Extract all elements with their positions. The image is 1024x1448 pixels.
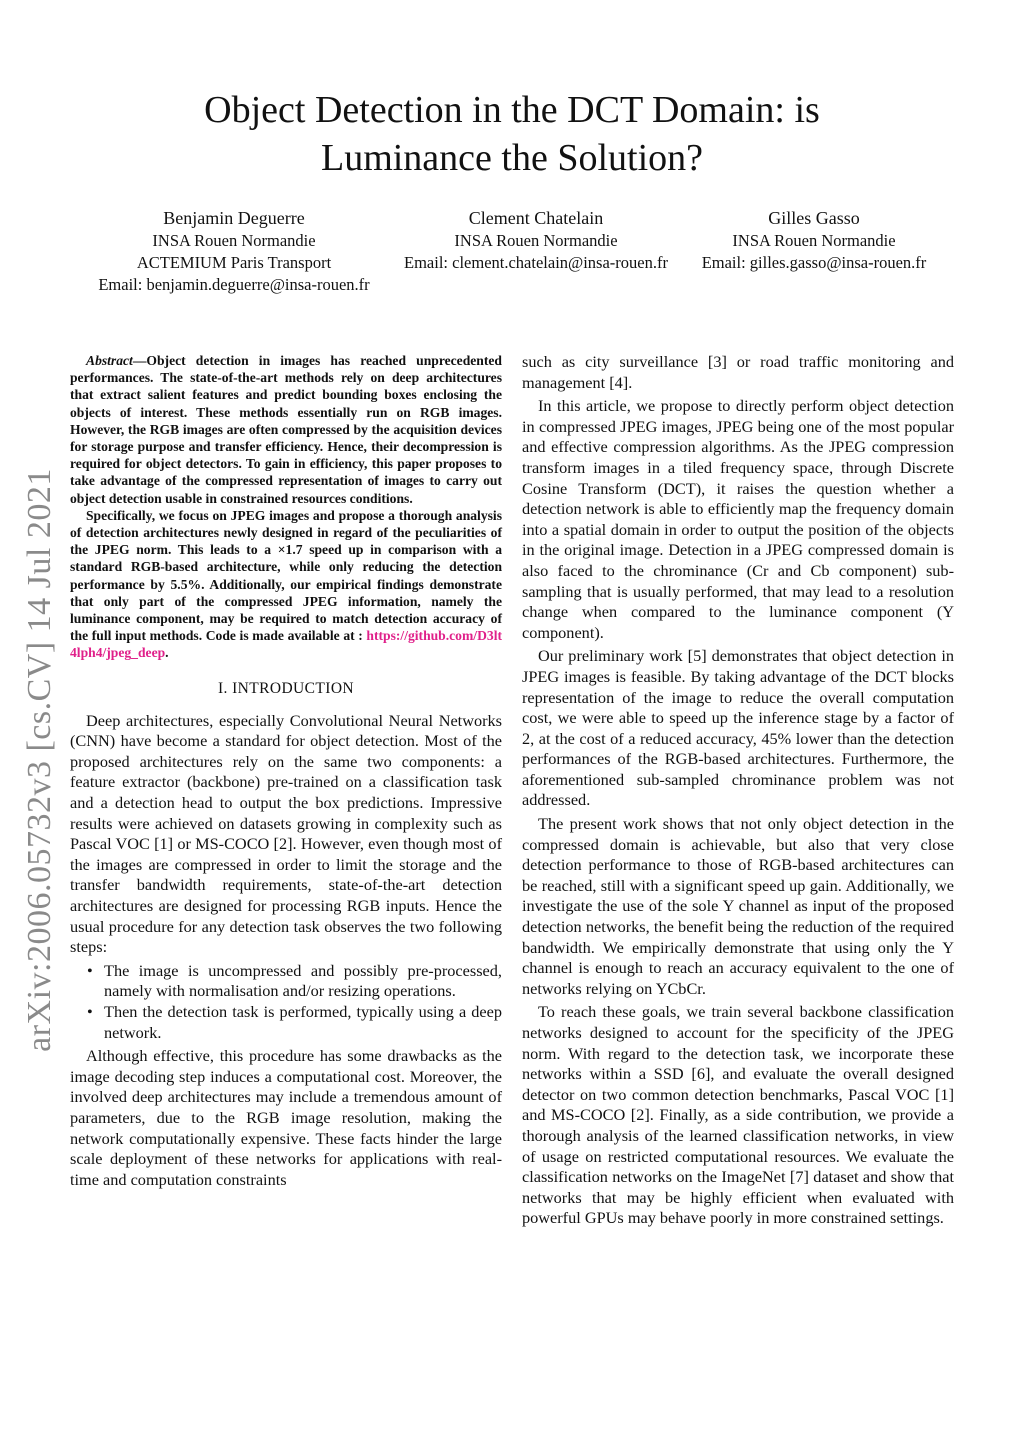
author-name: Gilles Gasso — [768, 208, 860, 228]
author-2 — [376, 206, 696, 274]
author-name: Clement Chatelain — [468, 208, 604, 228]
author-affiliation: INSA Rouen Normandie — [732, 231, 896, 250]
left-column — [70, 352, 502, 1190]
abstract-paragraph-2: Specifically, we focus on JPEG images and propose a thorough analysis of detection architectures newly designed in regard of the peculiarities of the JPEG norm. This leads to a ×1.7 speed up in comparison with a standard RGB-based architecture, while only reducing the detection performance by 5.5%. Additionally, our empirical findings demonstrate that only part of the compressed JPEG information, namely the luminance component, may be required to match detection accuracy of the full input methods. Code is made available at : https://github.com/D3lt4lph4/jpeg_deep. — [70, 507, 502, 661]
intro-paragraph-4: In this article, we propose to directly perform object detection in compressed JPEG images, JPEG being one of the most popular and effective compression algorithms. As the JPEG compression transform images in a tiled frequency space, through Discrete Cosine Transform (DCT), it raises the question whether a detection network is able to efficiently map the frequency domain into a spatial domain in order to output the position of the objects in the original image. Detection in a JPEG compressed domain is also faced to the chrominance (Cr and Cb component) sub-sampling that is usually performed, that may lead to a resolution change when compared to the luminance component (Y component). — [522, 396, 954, 642]
abstract — [70, 352, 502, 662]
abstract-label: Abstract — [86, 353, 133, 368]
author-email: Email: benjamin.deguerre@insa-rouen.fr — [98, 275, 370, 294]
author-affiliation: ACTEMIUM Paris Transport — [136, 253, 332, 272]
arxiv-identifier: arXiv:2006.05732v3 [cs.CV] 14 Jul 2021 — [21, 468, 58, 1052]
author-affiliation: INSA Rouen Normandie — [454, 231, 618, 250]
intro-paragraph-1: Deep architectures, especially Convolutional Neural Networks (CNN) have become a standard for object detection. Most of the proposed architectures rely on the same two components: a feature extractor (backbone) pre-trained on a classification task and a detection head to output the box predictions. Impressive results were achieved on datasets growing in complexity such as Pascal VOC [1] or MS-COCO [2]. However, even though most of the images are compressed in order to limit the storage and the transfer bandwidth requirements, state-of-the-art detection architectures are designed for processing RGB inputs. Hence the usual procedure for any detection task observes the two following steps: — [70, 710, 502, 957]
author-email: Email: gilles.gasso@insa-rouen.fr — [701, 253, 927, 272]
right-column — [522, 352, 954, 1229]
list-item: • The image is uncompressed and possibly pre-processed, namely with normalisation and/or resizing operations. — [70, 961, 502, 1002]
intro-paragraph-3: such as city surveillance [3] or road traffic monitoring and management [4]. — [522, 352, 954, 392]
abstract-paragraph-1: Abstract—Object detection in images has reached unprecedented performances. The state-of-the-art methods rely on deep architectures that extract salient features and predict bounding boxes enclosing the objects of interest. These methods essentially run on RGB images. However, the RGB images are often compressed by the acquisition devices for storage purpose and transfer efficiency. Hence, their decompression is required for object detectors. To gain in efficiency, this paper proposes to take advantage of the compressed representation of images to carry out object detection usable in constrained resources conditions. — [70, 353, 502, 506]
section-heading: I. INTRODUCTION — [217, 679, 355, 697]
code-link[interactable]: https://github.com/D3lt4lph4/jpeg_deep — [70, 628, 502, 661]
author-affiliation: INSA Rouen Normandie — [152, 231, 316, 250]
intro-paragraph-5: Our preliminary work [5] demonstrates that object detection in JPEG images is feasible. By taking advantage of the DCT blocks representation of the image to reduce the overall computation cost, we were able to speed up the inference stage by a factor of 2, at the cost of a reduced accuracy, 45% lower than the detection performances of the RGB-based architectures. Furthermore, the aforementioned sub-sampled chrominance problem was not addressed. — [522, 646, 954, 810]
author-3 — [670, 206, 958, 274]
paper-title: Object Detection in the DCT Domain: is Luminance the Solution? — [204, 89, 820, 179]
step-list — [70, 961, 502, 1043]
list-item: • Then the detection task is performed, typically using a deep network. — [70, 1002, 502, 1043]
intro-paragraph-6: The present work shows that not only object detection in the compressed domain is achievable, but also that very close detection performance to those of RGB-based architectures can be reached, still with a significant speed up gain. Additionally, we investigate the use of the sole Y channel as input of the proposed detection networks, the benefit being the reduction of the required bandwidth. We empirically demonstrate that using only the Y channel is enough to reach an accuracy equivalent to the one of networks relying on YCbCr. — [522, 814, 954, 998]
author-email: Email: clement.chatelain@insa-rouen.fr — [404, 253, 668, 272]
section-title: INTRODUCTION — [232, 679, 355, 697]
intro-paragraph-2: Although effective, this procedure has some drawbacks as the image decoding step induces a computational cost. Moreover, the involved deep architectures may include a tremendous amount of parameters, due to the RGB image resolution, making the network computationally expensive. These facts hinder the large scale deployment of these networks for applications with real-time and computation constraints — [70, 1046, 502, 1189]
author-1 — [74, 206, 394, 296]
intro-paragraph-7: To reach these goals, we train several backbone classification networks designed to account for the specificity of the JPEG norm. With regard to the detection task, we incorporate these networks within a SSD [6], and evaluate the overall designed detector on two common detection benchmarks, Pascal VOC [1] and MS-COCO [2]. Finally, as a side contribution, we provide a thorough analysis of the learned classification networks, in view of usage on restricted computational resources. We evaluate the classification networks on the ImageNet [7] dataset and show that networks that may be highly efficient when evaluated with powerful GPUs may behave poorly in more constrained settings. — [522, 1002, 954, 1228]
author-name: Benjamin Deguerre — [163, 208, 305, 228]
intro-right — [522, 352, 954, 1229]
arxiv-stamp — [12, 460, 68, 1060]
intro-left — [70, 711, 502, 1191]
